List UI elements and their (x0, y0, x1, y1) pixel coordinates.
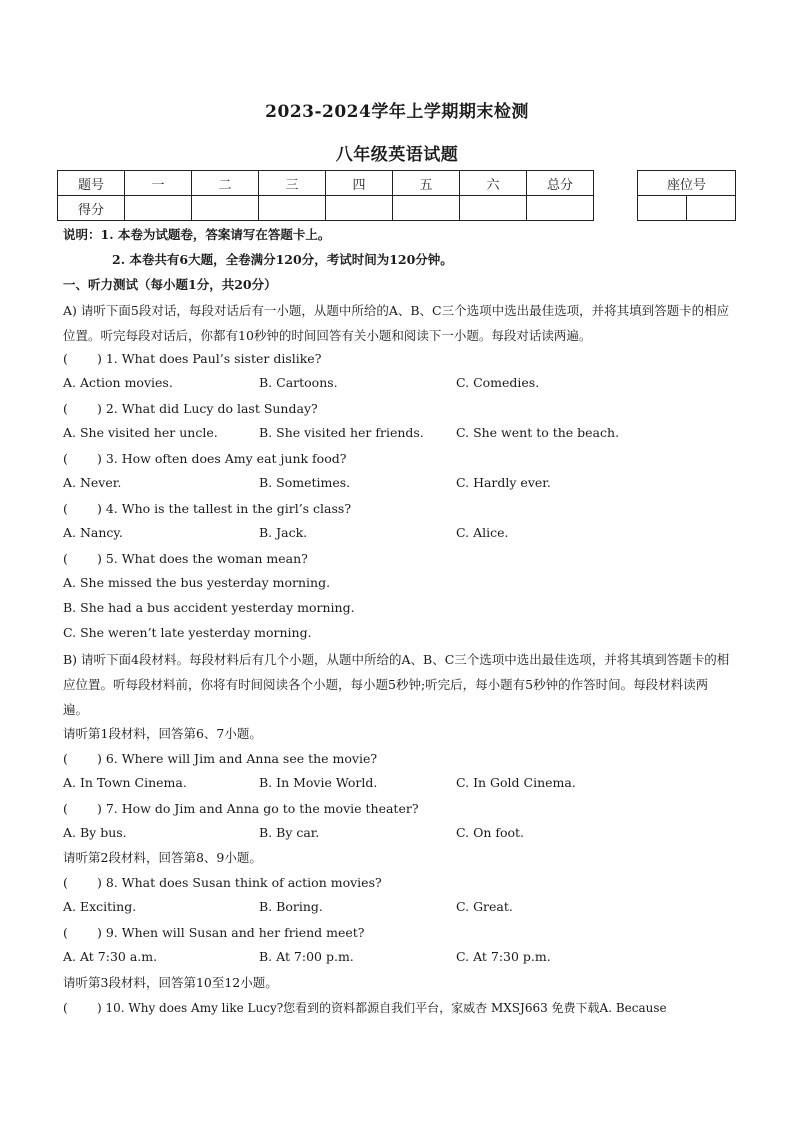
q1-option-b: B. Cartoons. (259, 375, 338, 390)
question-9: ( ) 9. When will Susan and her friend meet? (63, 925, 365, 940)
q6-option-b: B. In Movie World. (259, 775, 378, 790)
q7-option-a: A. By bus. (63, 825, 127, 840)
q2-option-b: B. She visited her friends. (259, 425, 424, 440)
q2-option-a: A. She visited her uncle. (63, 425, 218, 440)
q1-option-c: C. Comedies. (456, 375, 540, 390)
q8-option-a: A. Exciting. (63, 899, 137, 914)
score-cell: 二 (192, 171, 259, 196)
q8-option-b: B. Boring. (259, 899, 323, 914)
seat-blank-cell (638, 196, 687, 221)
question-3: ( ) 3. How often does Amy eat junk food? (63, 451, 347, 466)
score-table (57, 170, 594, 221)
material-2-heading: 请听第2段材料，回答第8、9小题。 (63, 850, 262, 865)
q6-option-c: C. In Gold Cinema. (456, 775, 576, 790)
question-8: ( ) 8. What does Susan think of action movies? (63, 875, 382, 890)
score-cell: 五 (393, 171, 460, 196)
q4-option-b: B. Jack. (259, 525, 308, 540)
q9-option-b: B. At 7:00 p.m. (259, 949, 354, 964)
question-2: ( ) 2. What did Lucy do last Sunday? (63, 401, 318, 416)
material-1-heading: 请听第1段材料，回答第6、7小题。 (63, 726, 262, 741)
q5-option-a: A. She missed the bus yesterday morning. (63, 575, 331, 590)
seat-label-cell: 座位号 (638, 171, 736, 196)
score-blank-cell (460, 196, 527, 221)
q2-option-c: C. She went to the beach. (456, 425, 620, 440)
partB-intro: B) 请听下面4段材料。每段材料后有几个小题，从题中所给的A、B、C三个选项中选出最佳选项，并将其填到答题卡的相应位置。听每段材料前，你将有时间阅读各个小题，每小题5秒钟;听完后，每小题有5秒钟的作答时间。每段材料读两遍。 (63, 652, 730, 717)
section1-title: 一、听力测试（每小题1分，共20分） (63, 277, 277, 292)
q3-option-b: B. Sometimes. (259, 475, 351, 490)
q1-option-a: A. Action movies. (63, 375, 173, 390)
question-4: ( ) 4. Who is the tallest in the girl’s class? (63, 501, 352, 516)
score-table-header-row (58, 171, 594, 196)
score-blank-cell (393, 196, 460, 221)
q5-option-b: B. She had a bus accident yesterday morning. (63, 600, 355, 615)
q4-option-a: A. Nancy. (63, 525, 123, 540)
material-3-heading: 请听第3段材料，回答第10至12小题。 (63, 975, 278, 990)
question-1: ( ) 1. What does Paul’s sister dislike? (63, 351, 322, 366)
q3-option-a: A. Never. (63, 475, 122, 490)
q8-option-c: C. Great. (456, 899, 513, 914)
seat-blank-cell (687, 196, 736, 221)
q5-option-c: C. She weren’t late yesterday morning. (63, 625, 312, 640)
partA-intro: A) 请听下面5段对话，每段对话后有一小题，从题中所给的A、B、C三个选项中选出最佳选项，并将其填到答题卡的相应位置。听完每段对话后，你都有10秒钟的时间回答有关小题和阅读下一小题。每段对话读两遍。 (63, 303, 730, 343)
q6-option-a: A. In Town Cinema. (63, 775, 187, 790)
score-cell: 三 (259, 171, 326, 196)
q7-option-b: B. By car. (259, 825, 320, 840)
q4-option-c: C. Alice. (456, 525, 509, 540)
score-cell: 一 (125, 171, 192, 196)
exam-subtitle: 八年级英语试题 (335, 145, 459, 165)
score-cell: 总分 (527, 171, 594, 196)
question-6: ( ) 6. Where will Jim and Anna see the movie? (63, 751, 378, 766)
score-table-score-row (58, 196, 594, 221)
exam-title: 2023-2024学年上学期期末检测 (265, 102, 529, 122)
instruction-line-2: 2. 本卷共有6大题，全卷满分120分，考试时间为120分钟。 (112, 252, 453, 267)
score-blank-cell (259, 196, 326, 221)
q3-option-c: C. Hardly ever. (456, 475, 551, 490)
q9-option-a: A. At 7:30 a.m. (63, 949, 158, 964)
score-blank-cell (192, 196, 259, 221)
question-5: ( ) 5. What does the woman mean? (63, 551, 308, 566)
score-blank-cell (125, 196, 192, 221)
seat-table (637, 170, 736, 221)
score-cell: 六 (460, 171, 527, 196)
q9-option-c: C. At 7:30 p.m. (456, 949, 551, 964)
score-cell: 四 (326, 171, 393, 196)
score-blank-cell (326, 196, 393, 221)
question-7: ( ) 7. How do Jim and Anna go to the movie theater? (63, 801, 419, 816)
question-10: ( ) 10. Why does Amy like Lucy?您看到的资料都源自我们平台，家威杏 MXSJ663 免费下载A. Because (63, 1001, 667, 1015)
score-cell: 题号 (58, 171, 125, 196)
score-blank-cell (527, 196, 594, 221)
score-label-cell: 得分 (58, 196, 125, 221)
instruction-line-1: 说明：1. 本卷为试题卷，答案请写在答题卡上。 (63, 227, 331, 242)
q7-option-c: C. On foot. (456, 825, 525, 840)
